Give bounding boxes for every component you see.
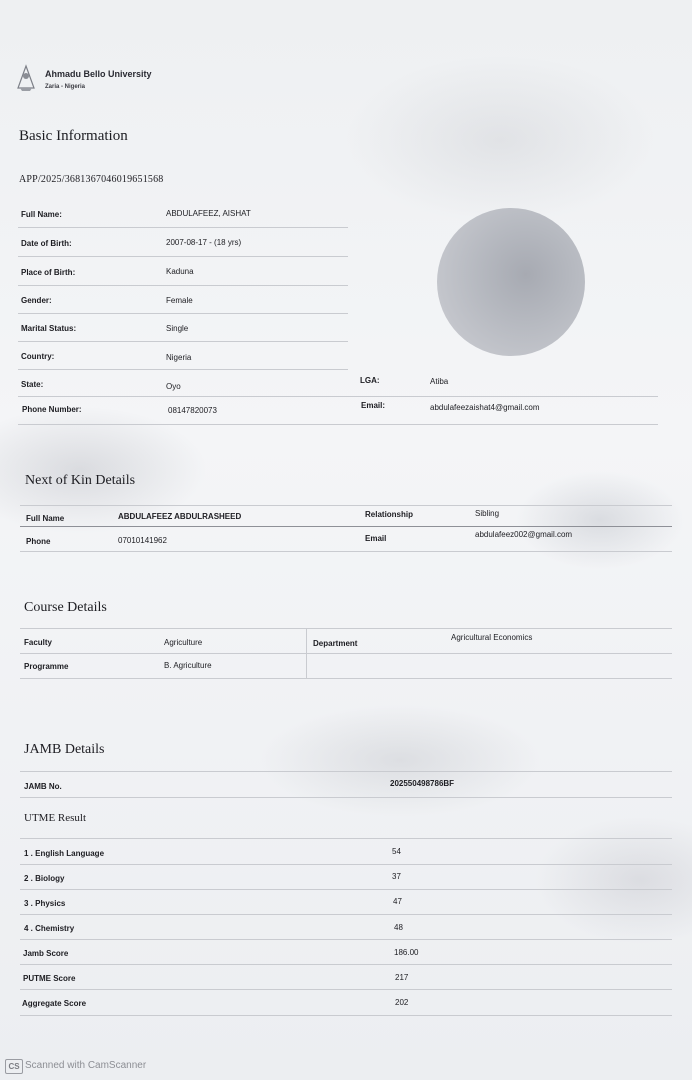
application-number: APP/2025/3681367046019651568 — [19, 174, 164, 185]
field-label-country: Country: — [21, 352, 55, 361]
result-label-aggregate: Aggregate Score — [22, 999, 87, 1008]
programme-label: Programme — [24, 662, 69, 671]
department-label: Department — [313, 639, 358, 648]
passport-photo-placeholder — [437, 208, 585, 356]
result-value-physics: 47 — [393, 897, 402, 906]
result-value-aggregate: 202 — [395, 998, 409, 1007]
result-label-jamb-score: Jamb Score — [23, 949, 69, 958]
result-value-jamb-score: 186.00 — [394, 948, 419, 957]
camscanner-logo-icon: CS — [5, 1059, 23, 1074]
jamb-no-label: JAMB No. — [24, 782, 62, 791]
field-value-full-name: ABDULAFEEZ, AISHAT — [166, 209, 251, 218]
field-value-lga: Atiba — [430, 377, 449, 386]
field-value-marital-status: Single — [166, 324, 189, 333]
field-label-gender: Gender: — [21, 296, 52, 305]
field-label-dob: Date of Birth: — [21, 239, 72, 248]
result-label-english: 1 . English Language — [24, 849, 105, 858]
kin-relationship-label: Relationship — [365, 510, 414, 519]
field-label-full-name: Full Name: — [21, 210, 62, 219]
field-value-gender: Female — [166, 296, 193, 305]
result-value-english: 54 — [392, 847, 401, 856]
kin-email-label: Email — [365, 534, 387, 543]
field-label-marital-status: Marital Status: — [21, 324, 77, 333]
kin-email-value: abdulafeez002@gmail.com — [475, 530, 573, 539]
department-value: Agricultural Economics — [451, 633, 533, 642]
result-label-putme-score: PUTME Score — [23, 974, 76, 983]
field-label-state: State: — [21, 380, 44, 389]
result-value-biology: 37 — [392, 872, 401, 881]
result-label-biology: 2 . Biology — [24, 874, 65, 883]
utme-title: UTME Result — [24, 812, 87, 824]
camscanner-footer-text: Scanned with CamScanner — [25, 1060, 147, 1071]
result-label-chemistry: 4 . Chemistry — [24, 924, 75, 933]
jamb-no-value: 202550498786BF — [390, 779, 455, 788]
result-label-physics: 3 . Physics — [24, 899, 66, 908]
field-value-email: abdulafeezaishat4@gmail.com — [430, 403, 540, 412]
kin-title: Next of Kin Details — [25, 473, 136, 488]
university-name: Ahmadu Bello University — [45, 69, 152, 79]
basic-info-title: Basic Information — [19, 128, 128, 144]
result-value-putme-score: 217 — [395, 973, 409, 982]
field-value-dob: 2007-08-17 - (18 yrs) — [166, 238, 242, 247]
kin-phone-label: Phone — [26, 537, 51, 546]
field-value-place-of-birth: Kaduna — [166, 267, 194, 276]
university-crest-icon — [14, 64, 38, 92]
field-label-phone: Phone Number: — [22, 405, 82, 414]
programme-value: B. Agriculture — [164, 661, 212, 670]
kin-relationship-value: Sibling — [475, 509, 500, 518]
course-title: Course Details — [24, 600, 107, 615]
field-value-state: Oyo — [166, 382, 181, 391]
result-value-chemistry: 48 — [394, 923, 403, 932]
kin-name-label: Full Name — [26, 514, 65, 523]
university-location: Zaria - Nigeria — [45, 84, 86, 90]
field-label-lga: LGA: — [360, 376, 380, 385]
jamb-title: JAMB Details — [24, 742, 105, 757]
field-label-place-of-birth: Place of Birth: — [21, 268, 76, 277]
kin-phone-value: 07010141962 — [118, 536, 167, 545]
field-label-email: Email: — [361, 401, 386, 410]
kin-name-value: ABDULAFEEZ ABDULRASHEED — [118, 512, 242, 521]
field-value-country: Nigeria — [166, 353, 192, 362]
faculty-value: Agriculture — [164, 638, 203, 647]
field-value-phone: 08147820073 — [168, 406, 217, 415]
faculty-label: Faculty — [24, 638, 53, 647]
